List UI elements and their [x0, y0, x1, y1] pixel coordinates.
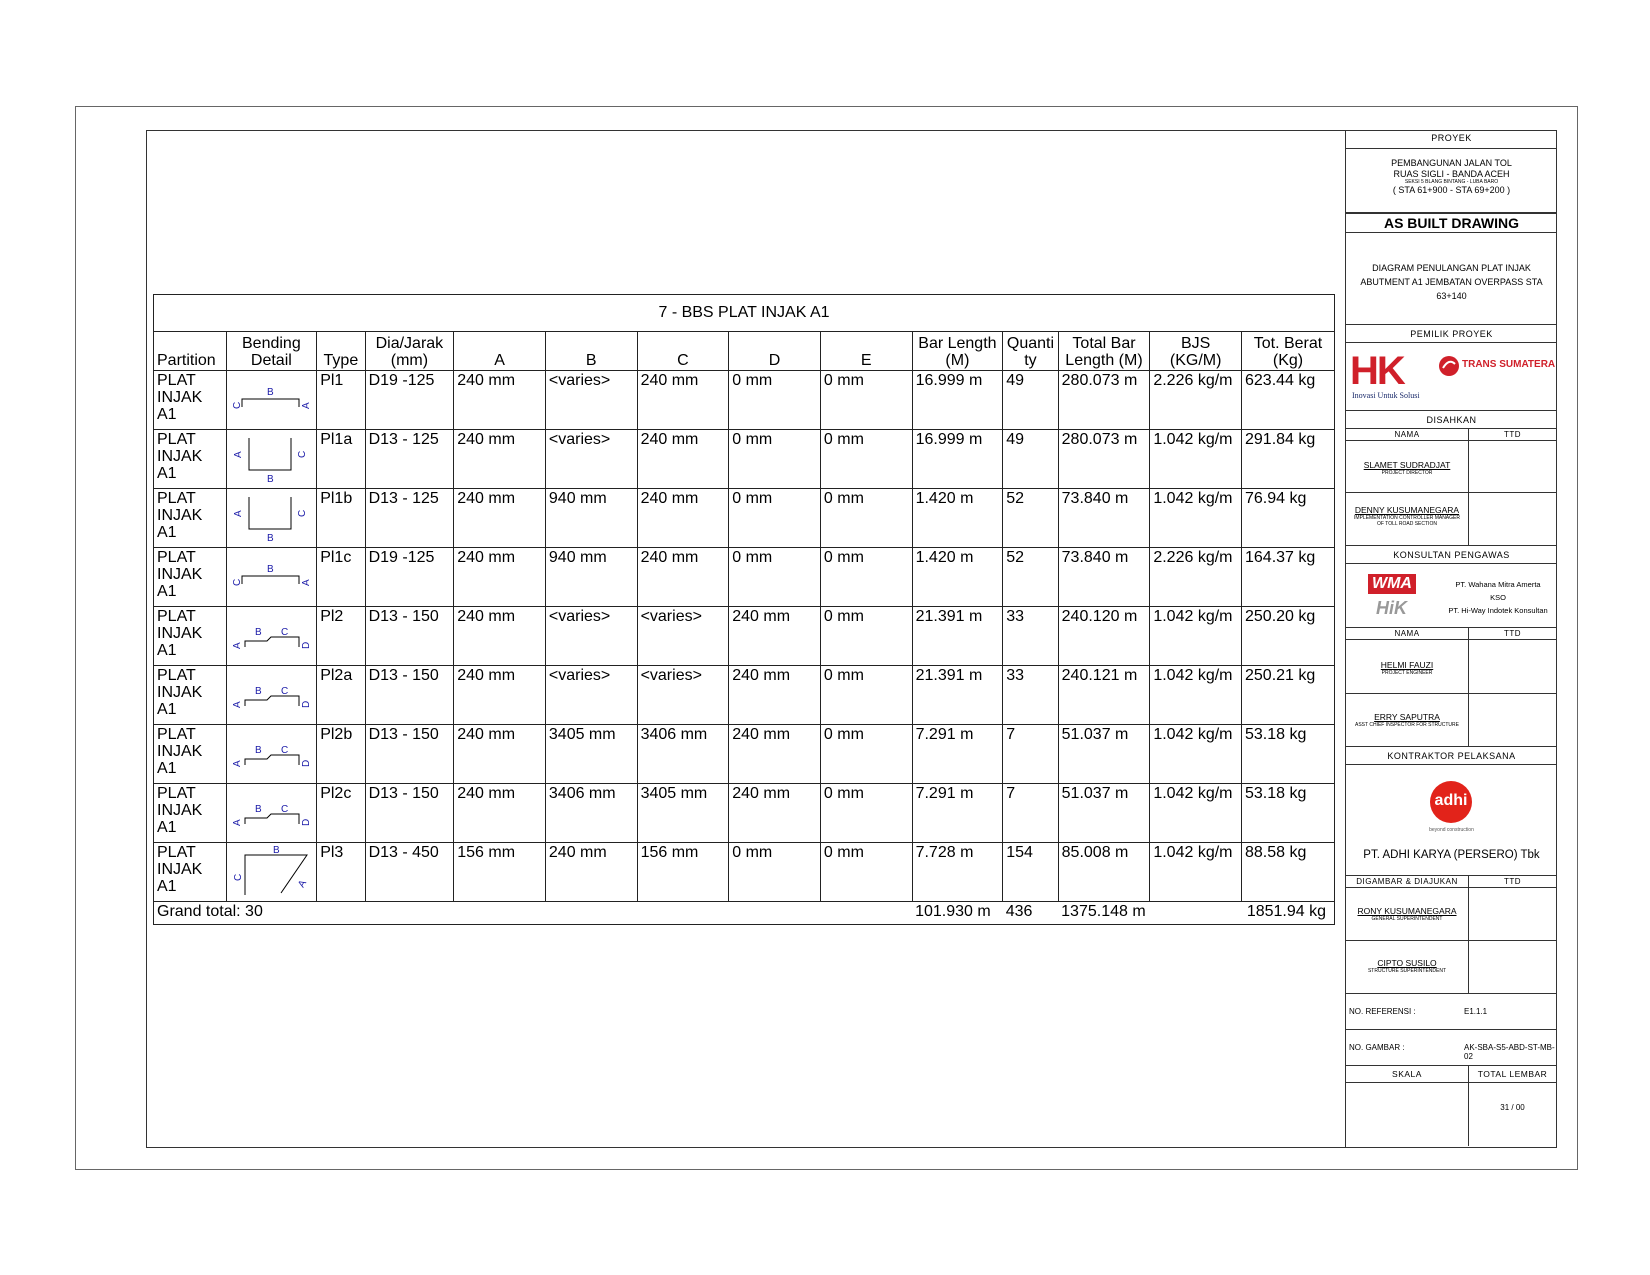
bar-length-cell: 1.420 m — [912, 548, 1003, 607]
signer-name: SLAMET SUDRADJAT — [1363, 460, 1451, 470]
col-e: E — [820, 332, 912, 371]
total-length-cell: 85.008 m — [1058, 843, 1150, 902]
consultant-line: KSO — [1490, 593, 1506, 602]
c-cell: 240 mm — [637, 548, 729, 607]
quantity-cell: 7 — [1003, 725, 1058, 784]
svg-text:A: A — [232, 510, 244, 517]
no-referensi-label: NO. REFERENSI : — [1349, 1007, 1416, 1016]
ttd-label: TTD — [1503, 877, 1522, 886]
grand-total-bjs — [1150, 902, 1242, 925]
col-partition: Partition — [154, 332, 227, 371]
grand-total-label: Grand total: 30 — [154, 902, 913, 925]
proyek-label: PROYEK — [1346, 130, 1557, 149]
type-cell: Pl2 — [317, 607, 365, 666]
no-referensi-value: E1.1.1 — [1464, 1007, 1488, 1016]
b-cell: 940 mm — [545, 548, 637, 607]
ttd-label: TTD — [1503, 629, 1522, 638]
berat-cell: 250.21 kg — [1242, 666, 1335, 725]
owner-sig-header — [1346, 429, 1557, 441]
bending-detail-cell — [226, 430, 317, 489]
signer-name: HELMI FAUZI — [1380, 660, 1434, 670]
col-b: B — [545, 332, 637, 371]
svg-text:C: C — [280, 686, 288, 697]
no-referensi-row — [1346, 994, 1557, 1030]
partition-cell: PLAT INJAK A1 — [154, 725, 227, 784]
total-length-cell: 280.073 m — [1058, 430, 1150, 489]
table-row — [154, 548, 1335, 607]
no-gambar-value: AK-SBA-S5-ABD-ST-MB-02 — [1464, 1043, 1555, 1061]
signer-name: RONY KUSUMANEGARA — [1357, 906, 1457, 916]
total-length-cell: 280.073 m — [1058, 371, 1150, 430]
d-cell: 0 mm — [729, 430, 821, 489]
bending-shape-icon — [227, 548, 313, 604]
table-row — [154, 725, 1335, 784]
col-a: A — [454, 332, 546, 371]
type-cell: Pl2a — [317, 666, 365, 725]
bending-shape-icon — [227, 843, 313, 899]
hik-logo: HiK — [1376, 598, 1407, 618]
bending-shape-icon — [227, 784, 313, 840]
table-row — [154, 371, 1335, 430]
total-length-cell: 51.037 m — [1058, 725, 1150, 784]
contractor-signer-2 — [1346, 941, 1557, 994]
a-cell: 240 mm — [454, 489, 546, 548]
contractor-logo-area — [1346, 765, 1557, 876]
contractor-signer-1 — [1346, 888, 1557, 941]
a-cell: 156 mm — [454, 843, 546, 902]
grand-total-length: 1375.148 m — [1058, 902, 1150, 925]
b-cell: <varies> — [545, 607, 637, 666]
svg-text:A: A — [295, 878, 309, 890]
project-line-3: SEKSI 5 BLANG BINTANG - LUBA BARO — [1404, 179, 1499, 185]
bending-detail-cell — [226, 548, 317, 607]
svg-text:C: C — [280, 804, 288, 815]
signer-role: ASST CHIEF INSPECTOR FOR STRUCTURE — [1355, 722, 1459, 728]
col-bar-length: Bar Length (M) — [912, 332, 1003, 371]
bending-shape-icon — [227, 666, 313, 722]
b-cell: <varies> — [545, 430, 637, 489]
bjs-cell: 1.042 kg/m — [1150, 725, 1242, 784]
col-tot-berat: Tot. Berat (Kg) — [1242, 332, 1335, 371]
d-cell: 240 mm — [729, 666, 821, 725]
d-cell: 0 mm — [729, 548, 821, 607]
c-cell: 240 mm — [637, 430, 729, 489]
consultant-names — [1441, 578, 1555, 617]
quantity-cell: 7 — [1003, 784, 1058, 843]
a-cell: 240 mm — [454, 430, 546, 489]
bjs-cell: 2.226 kg/m — [1150, 371, 1242, 430]
svg-text:A: A — [300, 402, 312, 409]
bar-length-cell: 7.291 m — [912, 784, 1003, 843]
dia-cell: D13 - 150 — [365, 666, 454, 725]
svg-text:B: B — [272, 845, 280, 856]
svg-text:C: C — [231, 578, 243, 586]
dia-cell: D19 -125 — [365, 548, 454, 607]
quantity-cell: 33 — [1003, 607, 1058, 666]
type-cell: Pl1b — [317, 489, 365, 548]
signer-name: DENNY KUSUMANEGARA — [1354, 505, 1460, 515]
svg-text:A: A — [300, 579, 312, 586]
a-cell: 240 mm — [454, 784, 546, 843]
consultant-sig-header — [1346, 628, 1557, 640]
svg-text:D: D — [300, 818, 312, 826]
consultant-signer-1 — [1346, 640, 1557, 694]
col-bending-detail: Bending Detail — [226, 332, 317, 371]
adhi-logo: adhi — [1430, 781, 1472, 823]
skala-values — [1346, 1083, 1557, 1146]
d-cell: 0 mm — [729, 371, 821, 430]
d-cell: 0 mm — [729, 489, 821, 548]
project-line-1: PEMBANGUNAN JALAN TOL — [1391, 158, 1512, 168]
table-row — [154, 784, 1335, 843]
table-row — [154, 843, 1335, 902]
col-quantity: Quanti ty — [1003, 332, 1058, 371]
adhi-tagline: beyond construction — [1429, 827, 1474, 833]
e-cell: 0 mm — [820, 489, 912, 548]
b-cell: 240 mm — [545, 843, 637, 902]
bjs-cell: 1.042 kg/m — [1150, 784, 1242, 843]
bar-length-cell: 21.391 m — [912, 607, 1003, 666]
svg-text:A: A — [232, 451, 244, 458]
disahkan-label: DISAHKAN — [1346, 411, 1557, 429]
signer-role: PROJECT DIRECTOR — [1381, 470, 1433, 476]
owner-signer-2 — [1346, 493, 1557, 546]
bar-length-cell: 16.999 m — [912, 430, 1003, 489]
e-cell: 0 mm — [820, 666, 912, 725]
svg-text:B: B — [266, 474, 274, 485]
hk-logo: HK — [1350, 349, 1404, 393]
signer-role: STRUCTURE SUPERINTENDENT — [1367, 968, 1447, 974]
total-length-cell: 73.840 m — [1058, 548, 1150, 607]
b-cell: <varies> — [545, 666, 637, 725]
berat-cell: 623.44 kg — [1242, 371, 1335, 430]
total-length-cell: 73.840 m — [1058, 489, 1150, 548]
dia-cell: D19 -125 — [365, 371, 454, 430]
contractor-sig-header — [1346, 876, 1557, 888]
total-length-cell: 240.121 m — [1058, 666, 1150, 725]
drawing-status: AS BUILT DRAWING — [1346, 213, 1557, 233]
divider — [1468, 628, 1469, 747]
signer-role: PROJECT ENGINEER — [1381, 670, 1433, 676]
col-d: D — [729, 332, 821, 371]
bar-length-cell: 21.391 m — [912, 666, 1003, 725]
signer-name: ERRY SAPUTRA — [1374, 712, 1440, 722]
bjs-cell: 1.042 kg/m — [1150, 666, 1242, 725]
table-row — [154, 666, 1335, 725]
pemilik-label: PEMILIK PROYEK — [1346, 325, 1557, 343]
col-c: C — [637, 332, 729, 371]
d-cell: 240 mm — [729, 784, 821, 843]
type-cell: Pl1 — [317, 371, 365, 430]
e-cell: 0 mm — [820, 430, 912, 489]
partition-cell: PLAT INJAK A1 — [154, 784, 227, 843]
table-row — [154, 489, 1335, 548]
berat-cell: 291.84 kg — [1242, 430, 1335, 489]
d-cell: 240 mm — [729, 725, 821, 784]
svg-text:D: D — [300, 759, 312, 767]
e-cell: 0 mm — [820, 607, 912, 666]
a-cell: 240 mm — [454, 725, 546, 784]
bending-detail-cell — [226, 784, 317, 843]
table-row — [154, 430, 1335, 489]
bjs-cell: 1.042 kg/m — [1150, 843, 1242, 902]
total-lembar-label: TOTAL LEMBAR — [1477, 1069, 1548, 1079]
owner-logos — [1346, 343, 1557, 411]
d-cell: 240 mm — [729, 607, 821, 666]
contractor-name: PT. ADHI KARYA (PERSERO) Tbk — [1363, 849, 1540, 861]
svg-text:C: C — [231, 401, 243, 409]
bending-shape-icon — [227, 725, 313, 781]
svg-text:B: B — [254, 745, 262, 756]
partition-cell: PLAT INJAK A1 — [154, 843, 227, 902]
owner-signer-1 — [1346, 441, 1557, 493]
partition-cell: PLAT INJAK A1 — [154, 371, 227, 430]
bbs-table — [153, 294, 1335, 925]
bending-detail-cell — [226, 666, 317, 725]
col-dia: Dia/Jarak (mm) — [365, 332, 454, 371]
svg-text:B: B — [254, 804, 262, 815]
svg-text:B: B — [254, 627, 262, 638]
nama-label: NAMA — [1394, 430, 1420, 439]
bending-detail-cell — [226, 725, 317, 784]
consultant-logos — [1346, 564, 1557, 628]
d-cell: 0 mm — [729, 843, 821, 902]
bar-length-cell: 16.999 m — [912, 371, 1003, 430]
divider — [1468, 429, 1469, 546]
svg-text:A: A — [231, 642, 243, 649]
c-cell: 3406 mm — [637, 725, 729, 784]
quantity-cell: 52 — [1003, 489, 1058, 548]
konsultan-label: KONSULTAN PENGAWAS — [1346, 546, 1557, 564]
bending-detail-cell — [226, 489, 317, 548]
svg-text:B: B — [266, 387, 274, 398]
a-cell: 240 mm — [454, 371, 546, 430]
col-total-bar-length: Total Bar Length (M) — [1058, 332, 1150, 371]
divider — [1468, 876, 1469, 994]
dia-cell: D13 - 150 — [365, 725, 454, 784]
svg-text:A: A — [231, 760, 243, 767]
svg-text:C: C — [232, 873, 244, 881]
total-length-cell: 240.120 m — [1058, 607, 1150, 666]
svg-text:C: C — [296, 450, 308, 458]
consultant-line: PT. Wahana Mitra Amerta — [1455, 580, 1541, 589]
dia-cell: D13 - 125 — [365, 430, 454, 489]
ttd-label: TTD — [1503, 430, 1522, 439]
bending-detail-cell — [226, 843, 317, 902]
col-bjs: BJS (KG/M) — [1150, 332, 1242, 371]
b-cell: 3406 mm — [545, 784, 637, 843]
skala-label: SKALA — [1392, 1069, 1422, 1079]
trans-sumatera-logo: TRANS SUMATERA — [1462, 359, 1556, 370]
e-cell: 0 mm — [820, 371, 912, 430]
berat-cell: 88.58 kg — [1242, 843, 1335, 902]
grand-total-quantity: 436 — [1003, 902, 1058, 925]
project-line-2: RUAS SIGLI - BANDA ACEH — [1393, 168, 1510, 179]
signer-role: GENERAL SUPERINTENDENT — [1371, 916, 1443, 922]
project-line-4: ( STA 61+900 - STA 69+200 ) — [1392, 185, 1511, 195]
b-cell: 940 mm — [545, 489, 637, 548]
berat-cell: 76.94 kg — [1242, 489, 1335, 548]
b-cell: <varies> — [545, 371, 637, 430]
partition-cell: PLAT INJAK A1 — [154, 548, 227, 607]
c-cell: <varies> — [637, 666, 729, 725]
bjs-cell: 1.042 kg/m — [1150, 489, 1242, 548]
signer-name: CIPTO SUSILO — [1377, 958, 1437, 968]
no-gambar-label: NO. GAMBAR : — [1349, 1043, 1405, 1052]
svg-text:B: B — [266, 533, 274, 544]
header-row — [154, 332, 1335, 371]
svg-text:B: B — [266, 564, 274, 575]
skala-header — [1346, 1066, 1557, 1083]
project-info — [1346, 149, 1557, 213]
dia-cell: D13 - 150 — [365, 607, 454, 666]
quantity-cell: 49 — [1003, 430, 1058, 489]
consultant-line: PT. Hi-Way Indotek Konsultan — [1448, 606, 1548, 615]
dia-cell: D13 - 125 — [365, 489, 454, 548]
divider — [1468, 1066, 1469, 1146]
wma-logo: WMA — [1368, 574, 1416, 594]
title-block — [1345, 130, 1557, 1148]
e-cell: 0 mm — [820, 548, 912, 607]
table-title-row — [154, 295, 1335, 332]
bending-detail-cell — [226, 607, 317, 666]
partition-cell: PLAT INJAK A1 — [154, 430, 227, 489]
hk-tagline: Inovasi Untuk Solusi — [1352, 391, 1420, 400]
svg-text:D: D — [300, 700, 312, 708]
bjs-cell: 2.226 kg/m — [1150, 548, 1242, 607]
bending-shape-icon — [227, 607, 313, 663]
bjs-cell: 1.042 kg/m — [1150, 430, 1242, 489]
type-cell: Pl2c — [317, 784, 365, 843]
e-cell: 0 mm — [820, 725, 912, 784]
type-cell: Pl3 — [317, 843, 365, 902]
trans-sumatera-icon — [1438, 355, 1460, 377]
c-cell: 240 mm — [637, 371, 729, 430]
svg-text:C: C — [280, 627, 288, 638]
table-row — [154, 607, 1335, 666]
svg-text:A: A — [231, 819, 243, 826]
bending-shape-icon — [227, 489, 313, 545]
grand-total-bar-length: 101.930 m — [912, 902, 1003, 925]
type-cell: Pl2b — [317, 725, 365, 784]
quantity-cell: 33 — [1003, 666, 1058, 725]
c-cell: 240 mm — [637, 489, 729, 548]
consultant-signer-2 — [1346, 694, 1557, 747]
bar-length-cell: 7.291 m — [912, 725, 1003, 784]
a-cell: 240 mm — [454, 666, 546, 725]
svg-text:C: C — [280, 745, 288, 756]
nama-label: NAMA — [1394, 629, 1420, 638]
quantity-cell: 49 — [1003, 371, 1058, 430]
b-cell: 3405 mm — [545, 725, 637, 784]
type-cell: Pl1c — [317, 548, 365, 607]
berat-cell: 250.20 kg — [1242, 607, 1335, 666]
c-cell: 156 mm — [637, 843, 729, 902]
a-cell: 240 mm — [454, 607, 546, 666]
berat-cell: 164.37 kg — [1242, 548, 1335, 607]
bjs-cell: 1.042 kg/m — [1150, 607, 1242, 666]
c-cell: <varies> — [637, 607, 729, 666]
dia-cell: D13 - 150 — [365, 784, 454, 843]
kontraktor-label: KONTRAKTOR PELAKSANA — [1346, 747, 1557, 765]
quantity-cell: 154 — [1003, 843, 1058, 902]
e-cell: 0 mm — [820, 784, 912, 843]
type-cell: Pl1a — [317, 430, 365, 489]
a-cell: 240 mm — [454, 548, 546, 607]
partition-cell: PLAT INJAK A1 — [154, 607, 227, 666]
total-length-cell: 51.037 m — [1058, 784, 1150, 843]
bending-detail-cell — [226, 371, 317, 430]
svg-text:B: B — [254, 686, 262, 697]
dia-cell: D13 - 450 — [365, 843, 454, 902]
berat-cell: 53.18 kg — [1242, 784, 1335, 843]
partition-cell: PLAT INJAK A1 — [154, 489, 227, 548]
svg-text:C: C — [296, 509, 308, 517]
bending-shape-icon — [227, 430, 313, 486]
signer-role: IMPLEMENTATION CONTROLLER MANAGER OF TOLL ROAD SECTION — [1354, 515, 1460, 527]
bending-shape-icon — [227, 371, 313, 427]
col-type: Type — [317, 332, 365, 371]
berat-cell: 53.18 kg — [1242, 725, 1335, 784]
partition-cell: PLAT INJAK A1 — [154, 666, 227, 725]
total-lembar-value: 31 / 00 — [1500, 1103, 1525, 1112]
c-cell: 3405 mm — [637, 784, 729, 843]
bar-length-cell: 1.420 m — [912, 489, 1003, 548]
table-title: 7 - BBS PLAT INJAK A1 — [154, 295, 1335, 332]
digambar-label: DIGAMBAR & DIAJUKAN — [1356, 877, 1458, 886]
no-gambar-row — [1346, 1030, 1557, 1066]
table-body — [154, 371, 1335, 902]
svg-text:D: D — [300, 641, 312, 649]
bar-length-cell: 7.728 m — [912, 843, 1003, 902]
drawing-title: DIAGRAM PENULANGAN PLAT INJAK ABUTMENT A1 JEMBATAN OVERPASS STA 63+140 — [1346, 233, 1557, 325]
grand-total-berat: 1851.94 kg — [1242, 902, 1335, 925]
svg-text:A: A — [231, 701, 243, 708]
grand-total-row — [154, 902, 1335, 925]
e-cell: 0 mm — [820, 843, 912, 902]
quantity-cell: 52 — [1003, 548, 1058, 607]
